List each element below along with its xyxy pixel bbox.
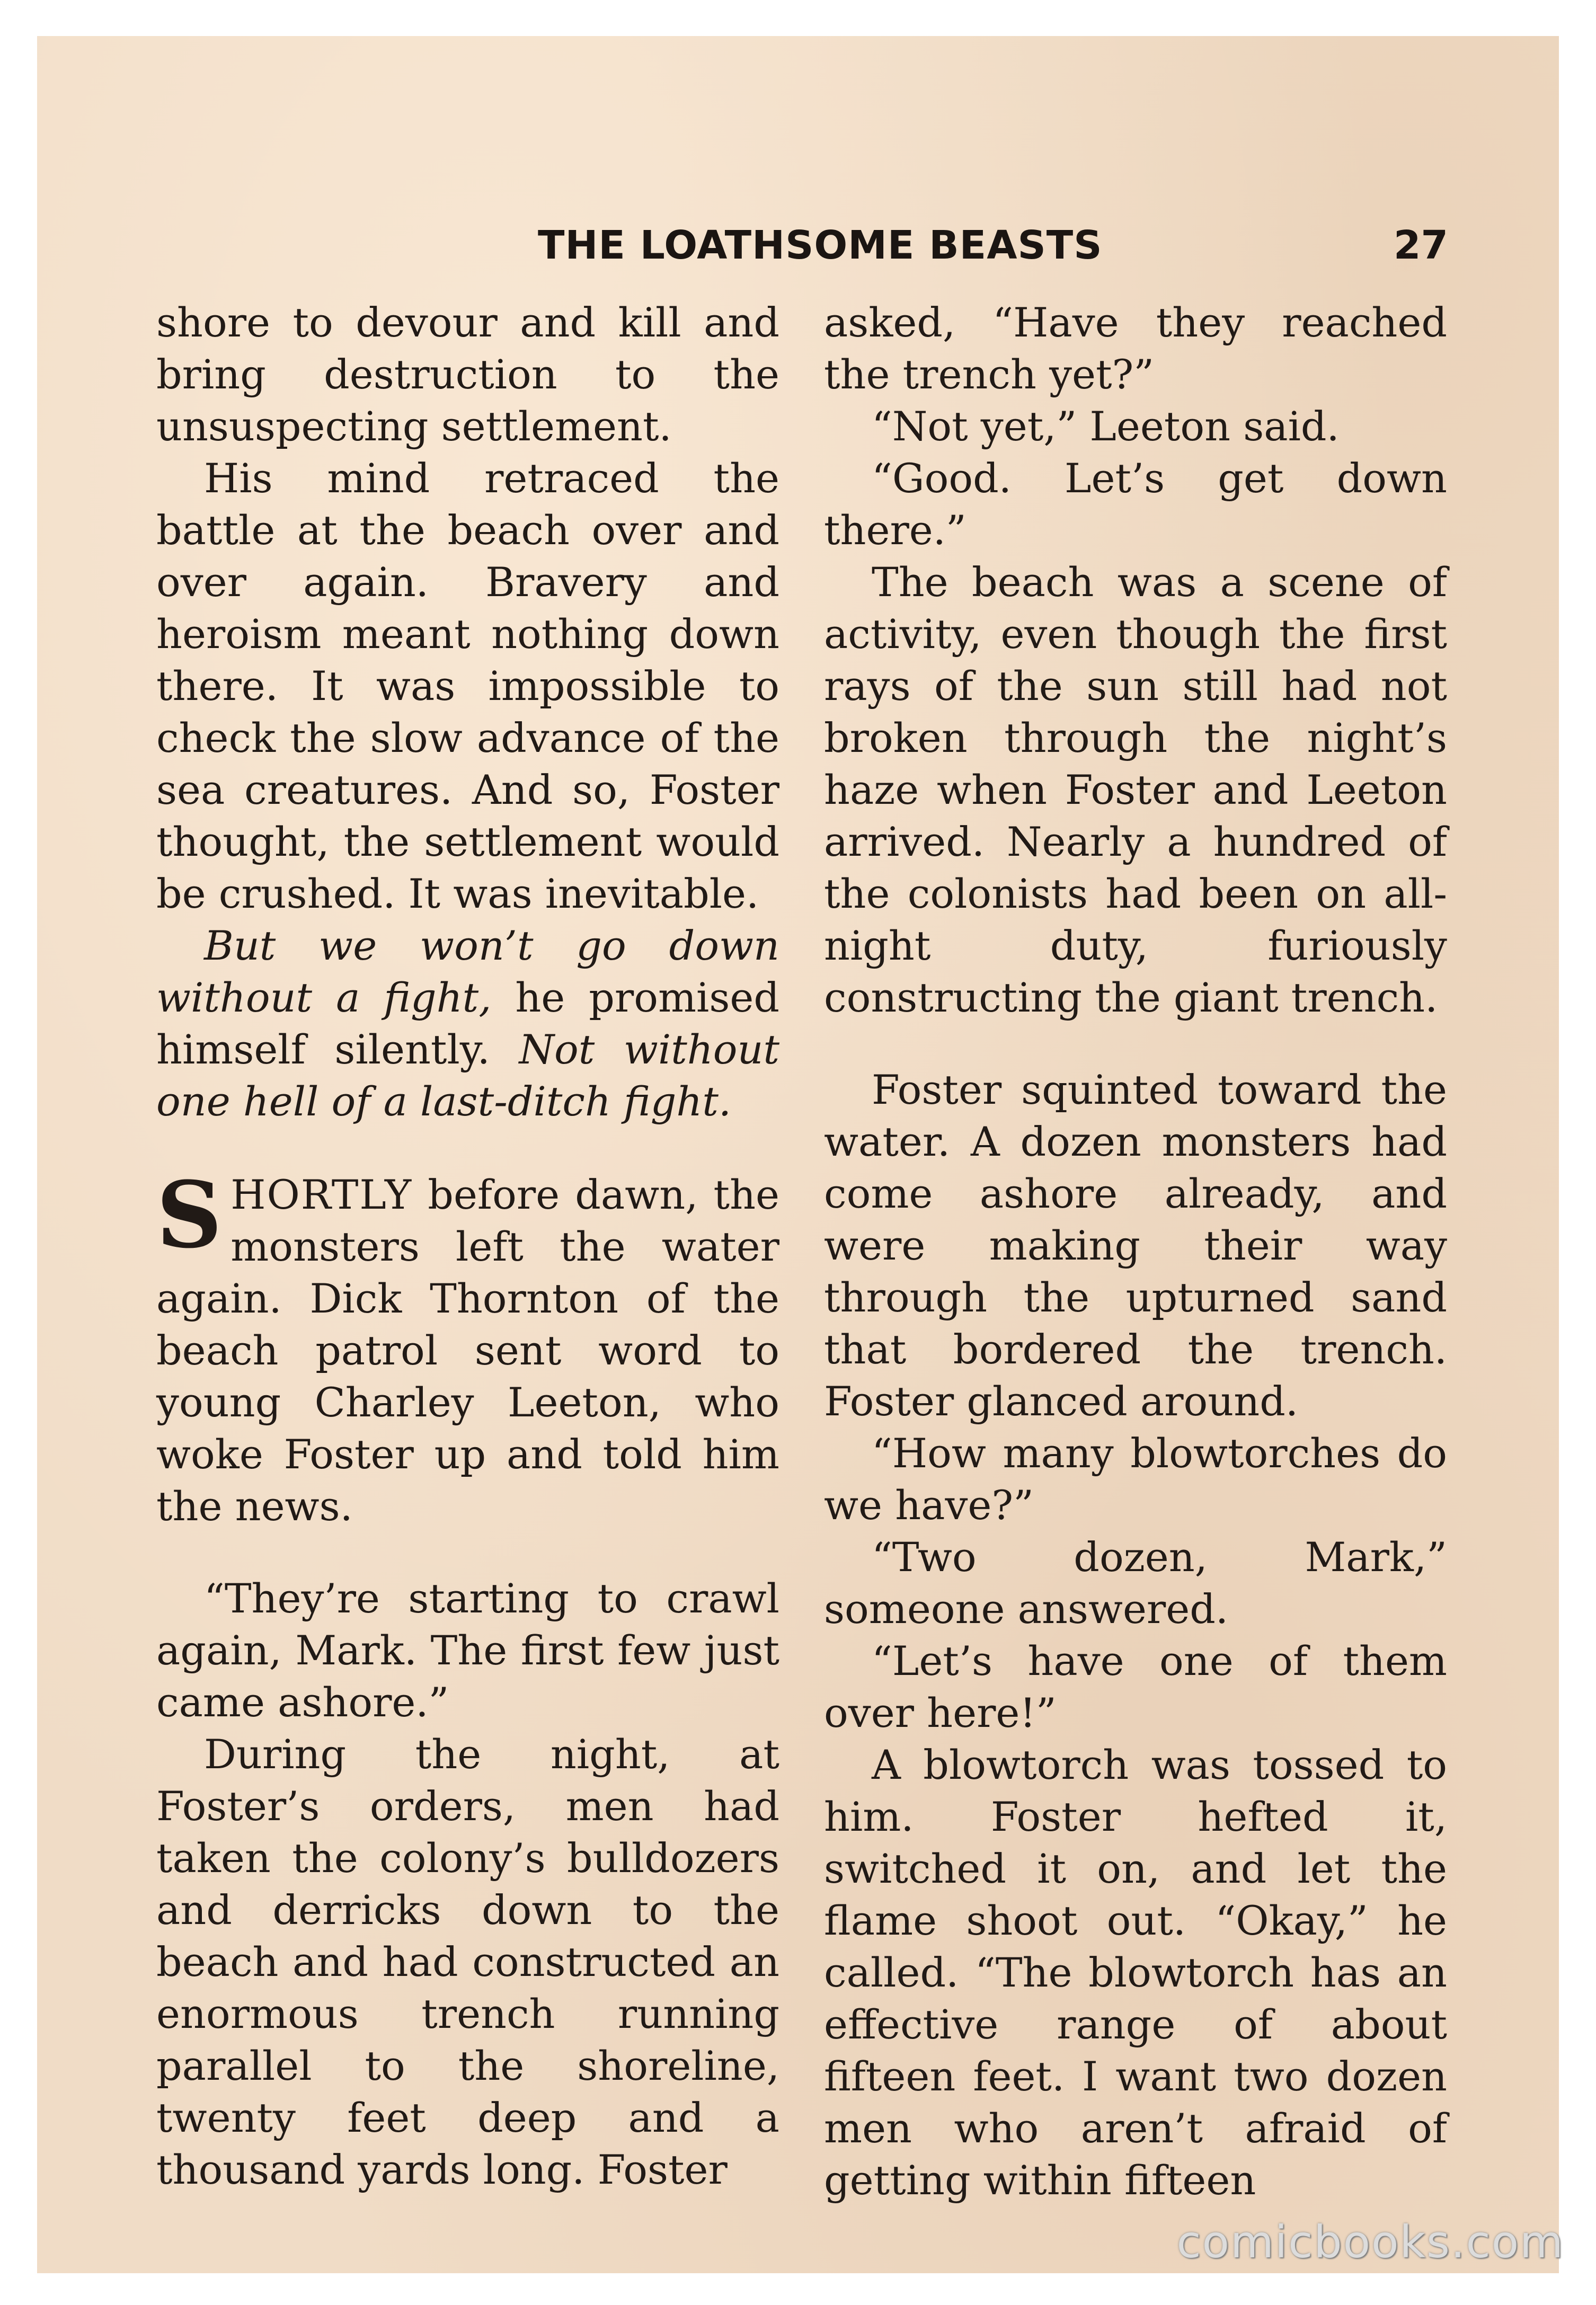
small-caps-word: HORTLY [230, 1171, 413, 1218]
paragraph: shore to devour and kill and bring destruction to the unsuspecting settlement. [156, 299, 779, 450]
plain-text: he promised himself silently. [156, 974, 779, 1073]
drop-cap: S [156, 1161, 223, 1269]
paragraph: “They’re starting to crawl again, Mark. The first few just came ashore.” [156, 1575, 779, 1726]
italic-text: But we won’t go down without a fight, [156, 922, 779, 1021]
italic-text: Not without one hell of a last-ditch fight. [156, 1026, 780, 1125]
paragraph: “Not yet,” Leeton said. [872, 403, 1340, 450]
paragraph: “How many blowtorches do we have?” [824, 1430, 1447, 1529]
paragraph: “Two dozen, Mark,” someone answered. [824, 1533, 1447, 1633]
paragraph: “Good. Let’s get down there.” [824, 455, 1447, 554]
paragraph: Foster squinted toward the water. A dozen monsters had come ashore already, and were making their way through the upturned sand that bordered the trench. Foster glanced around. [824, 1066, 1447, 1425]
watermark: comicbooks.com [1176, 2216, 1564, 2268]
plain-text: before dawn, the monsters left the water again. Dick Thornton of the beach patrol sent word to young Charley Leeton, who woke Foster up and told him the news. [156, 1171, 779, 1530]
page-number: 27 [1394, 223, 1448, 268]
paragraph: The beach was a scene of activity, even though the first rays of the sun still had not broken through the night’s haze when Foster and Leeton arrived. Nearly a hundred of the colonists had been on all-night duty, furiously constructing the giant trench. [824, 558, 1447, 1021]
paragraph: A blowtorch was tossed to him. Foster hefted it, switched it on, and let the flame shoot out. “Okay,” he called. “The blowtorch has an effective range of about fifteen feet. I want two dozen men who aren’t afraid of getting within fifteen [824, 1741, 1447, 2204]
italic-paragraph [156, 920, 779, 1128]
paragraph: His mind retraced the battle at the beach over and over again. Bravery and heroism meant nothing down there. It was impossible to check the slow advance of the sea creatures. And so, Foster thought, the settlement would be crushed. It was inevitable. [156, 455, 779, 917]
left-column [156, 297, 779, 2196]
section-opening-paragraph [156, 1161, 779, 1532]
running-title: THE LOATHSOME BEASTS [538, 223, 1103, 268]
paragraph: “Let’s have one of them over here!” [824, 1637, 1447, 1736]
right-column [824, 297, 1447, 2206]
paragraph: asked, “Have they reached the trench yet?” [824, 299, 1447, 398]
paragraph: During the night, at Foster’s orders, men had taken the colony’s bulldozers and derricks down to the beach and had constructed an enormous trench running parallel to the shoreline, twenty feet deep and a thousand yards long. Foster [156, 1731, 779, 2193]
